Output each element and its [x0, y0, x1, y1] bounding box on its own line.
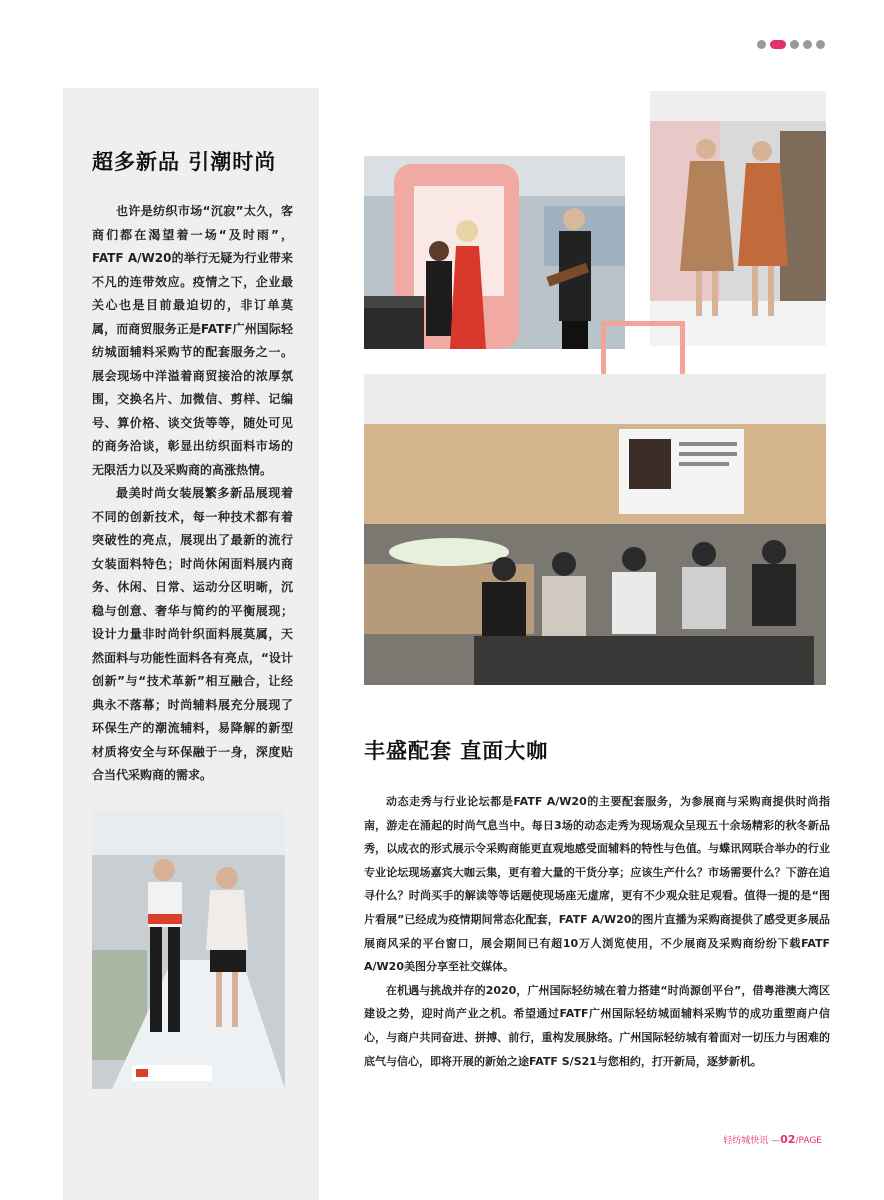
page-number: 02 [780, 1133, 796, 1146]
publication-name: 轻纺城快讯 [723, 1136, 769, 1146]
paragraph: 在机遇与挑战并存的2020，广州国际轻纺城在着力搭建“时尚源创平台”，借粤港澳大湾区建设之势，迎时尚产业之机。希望通过FATF广州国际轻纺城面辅料采购节的成功重塑商户信心，与商户共同奋进、拼搏、前行，重构发展脉络。广州国际轻纺城有着面对一切压力与困难的底气与信心，即将开展的新始之途FATF S/S21与您相约，打开新局，逐梦新机。 [364, 983, 830, 1068]
runway-models-photo [650, 91, 826, 346]
paragraph: 也许是纺织市场“沉寂”太久，客商们都在渴望着一场“及时雨”，FATF A/W20的举行无疑为行业带来不凡的连带效应。疫情之下，企业最关心也是目前最迫切的，非订单莫属，而商贸服务正是FATF广州国际轻纺城面辅料采购节的配套服务之一。展会现场中洋溢着商贸接洽的浓厚氛围，交换名片、加微信、剪样、记编号、算价格、谈交货等等，随处可见的商务洽谈，彰显出纺织面料市场的无限活力以及采购商的高涨热情。 [92, 204, 293, 477]
indicator-dot-active [770, 40, 786, 49]
section-1-body [92, 200, 293, 788]
band-performance-photo [364, 156, 625, 349]
section-2-body [364, 790, 830, 1073]
footer-dash: — [768, 1136, 781, 1146]
indicator-dot [816, 40, 825, 49]
indicator-dot [803, 40, 812, 49]
page-word: /PAGE [795, 1136, 822, 1146]
indicator-dot [757, 40, 766, 49]
paragraph: 最美时尚女装展繁多新品展现着不同的创新技术，每一种技术都有着突破性的亮点，展现出了最新的流行女装面料特色；时尚休闲面料展内商务、休闲、日常、运动分区明晰，沉稳与创意、奢华与简约的平衡展现；设计力量非时尚针织面料展莫属，天然面料与功能性面料各有亮点，“设计创新”与“技术革新”相互融合，让经典永不落幕；时尚辅料展充分展现了环保生产的潮流辅料，易降解的新型材质将安全与环保融于一身，深度贴合当代采购商的需求。 [92, 486, 293, 782]
forum-seminar-photo [364, 374, 826, 685]
page-indicator [757, 40, 825, 49]
page-footer [723, 1133, 822, 1146]
section-1-title: 超多新品 引潮时尚 [92, 150, 277, 174]
indicator-dot [790, 40, 799, 49]
section-2-title: 丰盛配套 直面大咖 [364, 739, 549, 763]
runway-couple-photo [92, 810, 285, 1089]
paragraph: 动态走秀与行业论坛都是FATF A/W20的主要配套服务，为参展商与采购商提供时尚指南，游走在涌起的时尚气息当中。每日3场的动态走秀为现场观众呈现五十余场精彩的秋冬新品秀，以成衣的形式展示令采购商能更直观地感受面辅料的特性与色值。与蝶讯网联合举办的行业专业论坛现场嘉宾大咖云集，更有着大量的干货分享；应该生产什么？市场需要什么？下游在追寻什么？时尚买手的解读等等话题使现场座无虚席，更有不少观众驻足观看。值得一提的是“图片看展”已经成为疫情期间常态化配套，FATF A/W20的图片直播为采购商提供了感受更多展品展商风采的平台窗口，展会期间已有超10万人浏览使用，不少展商及采购商纷纷下载FATF A/W20美图分享至社交媒体。 [364, 795, 830, 974]
